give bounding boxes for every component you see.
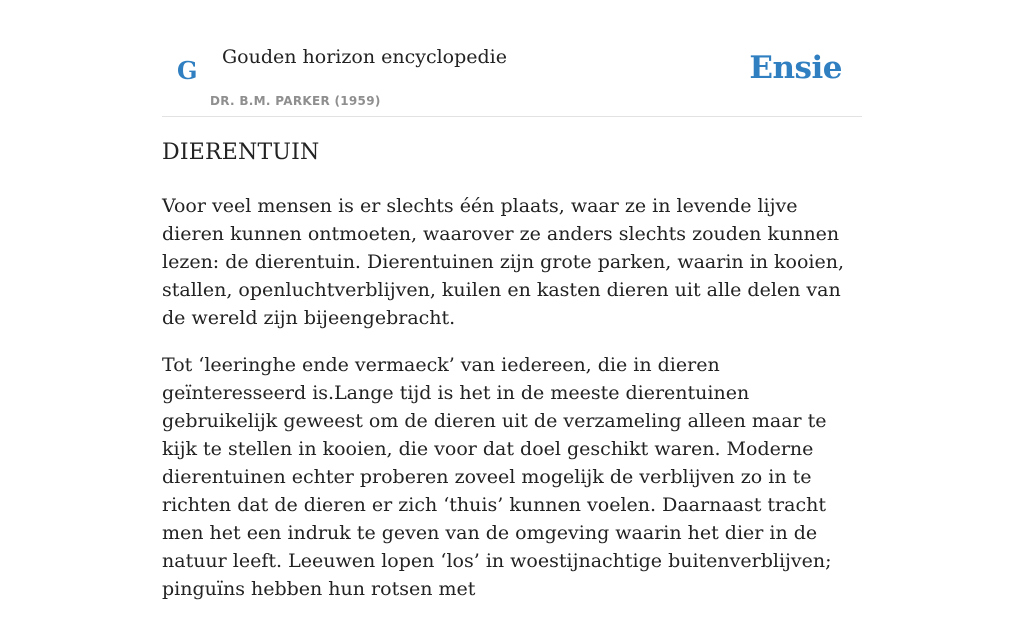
source-title[interactable]: Gouden horizon encyclopedie — [222, 46, 507, 68]
article-paragraph: Voor veel mensen is er slechts één plaats, waar ze in levende lijve dieren kunnen ontmoeten, waarover ze anders slechts zouden kunnen lezen: de dierentuin. Dierentuinen zijn grote parken, waarin in kooien, stallen, openluchtverblijven, kuilen en kasten dieren uit alle delen van de wereld zijn bijeengebracht. — [162, 195, 845, 329]
site-logo[interactable]: Ensie — [749, 50, 842, 86]
source-author: DR. B.M. PARKER (1959) — [210, 94, 381, 108]
source-header — [162, 0, 862, 117]
source-logo[interactable]: G — [177, 56, 198, 85]
entry-title: DIERENTUIN — [162, 140, 320, 165]
article-paragraph: Tot ‘leeringhe ende vermaeck’ van iedereen, die in dieren geïnteresseerd is.Lange tijd is het in de meeste dierentuinen gebruikelijk geweest om de dieren uit de verzameling alleen maar te kijk te stellen in kooien, die voor dat doel geschikt waren. Moderne dierentuinen echter proberen zoveel mogelijk de verblijven zo in te richten dat de dieren er zich ‘thuis’ kunnen voelen. Daarnaast tracht men het een indruk te geven van de omgeving waarin het dier in de natuur leeft. Leeuwen lopen ‘los’ in woestijnachtige buitenverblijven; pinguïns hebben hun rotsen met — [162, 354, 832, 600]
article-body — [162, 192, 862, 622]
